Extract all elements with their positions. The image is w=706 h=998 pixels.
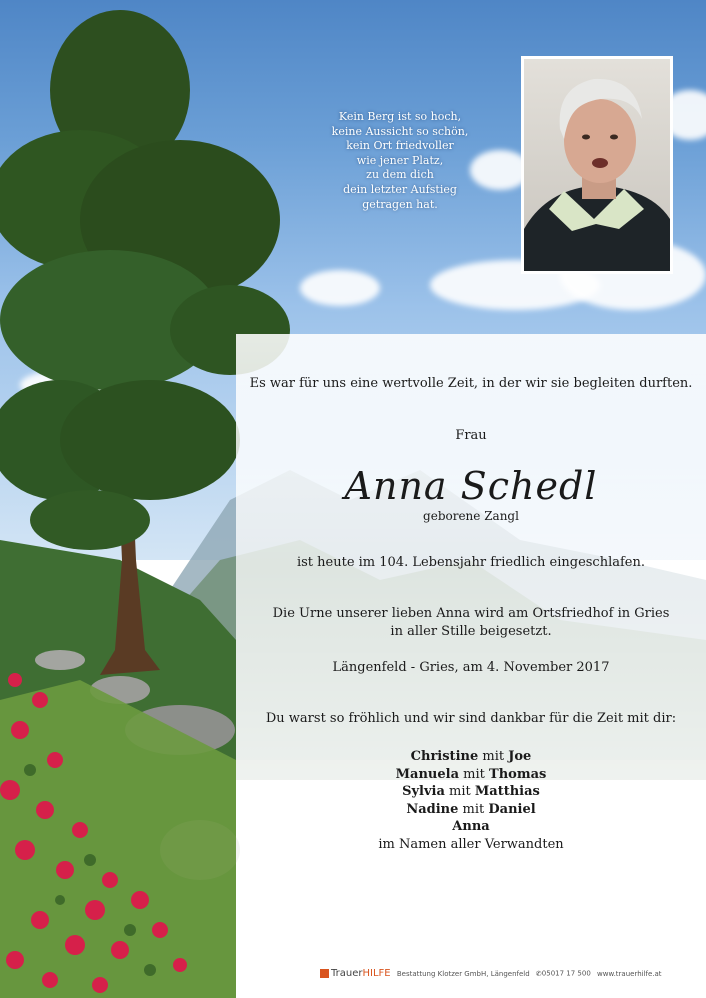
mourner-row [236,748,706,766]
brand-part-1: Trauer [331,968,363,979]
mourner-row [236,783,706,801]
deceased-name: Anna Schedl [344,464,598,508]
mourner-name: Manuela [395,766,460,782]
poem-line: Kein Berg ist so hoch, [338,110,462,123]
salutation: Frau [455,428,487,443]
trauerhilfe-logo-icon [320,969,329,978]
death-statement: ist heute im 104. Lebensjahr friedlich eingeschlafen. [296,555,646,570]
intro-text: Es war für uns eine wertvolle Zeit, in der wir sie begleiten durften. [249,376,693,391]
mourner-joiner: mit [463,766,485,782]
mourner-row [236,818,706,836]
urn-burial-line-1: Die Urne unserer lieben Anna wird am Ortsfriedhof in Gries [272,606,670,621]
poem [300,110,500,212]
phone-icon: ✆ [535,969,542,978]
mourner-joiner: mit [482,749,505,764]
mourner-partner: Joe [508,749,532,764]
urn-burial-line-2: in aller Stille beigesetzt. [390,624,552,639]
company-info: Bestattung Klotzer GmbH, Längenfeld [396,969,530,978]
mourner-partner: Matthias [474,784,540,800]
poem-line: getragen hat. [362,197,438,211]
thanks-text: Du warst so fröhlich und wir sind dankbar für die Zeit mit dir: [265,711,677,726]
brand-part-2: HILFE [362,968,391,979]
website-link[interactable]: www.trauerhilfe.at [597,969,662,978]
mourner-joiner: mit [449,784,471,800]
mourner-partner: Thomas [489,766,547,782]
mourner-name: Nadine [406,801,459,817]
birth-name: geborene Zangl [423,509,519,523]
portrait-image [524,59,670,271]
poem-line: dein letzter Aufstieg [343,182,457,196]
mourners-list [236,748,706,854]
footer [320,968,680,982]
mourner-row [236,766,706,784]
mourners-closing: im Namen aller Verwandten [378,836,564,852]
mourner-row [236,801,706,819]
mourner-joiner: mit [462,801,485,817]
poem-line: zu dem dich [366,168,434,182]
place-date: Längenfeld - Gries, am 4. November 2017 [332,660,610,675]
mourner-name: Anna [452,819,490,835]
poem-line: kein Ort friedvoller [346,139,454,153]
phone-number: 05017 17 500 [541,969,591,978]
portrait-photo [521,56,673,274]
mourner-partner: Daniel [488,801,536,817]
mourner-name: Christine [410,749,479,764]
poem-line: keine Aussicht so schön, [331,124,469,138]
poem-line: wie jener Platz, [356,153,444,167]
mourner-name: Sylvia [402,784,445,800]
brand-name [331,968,391,979]
